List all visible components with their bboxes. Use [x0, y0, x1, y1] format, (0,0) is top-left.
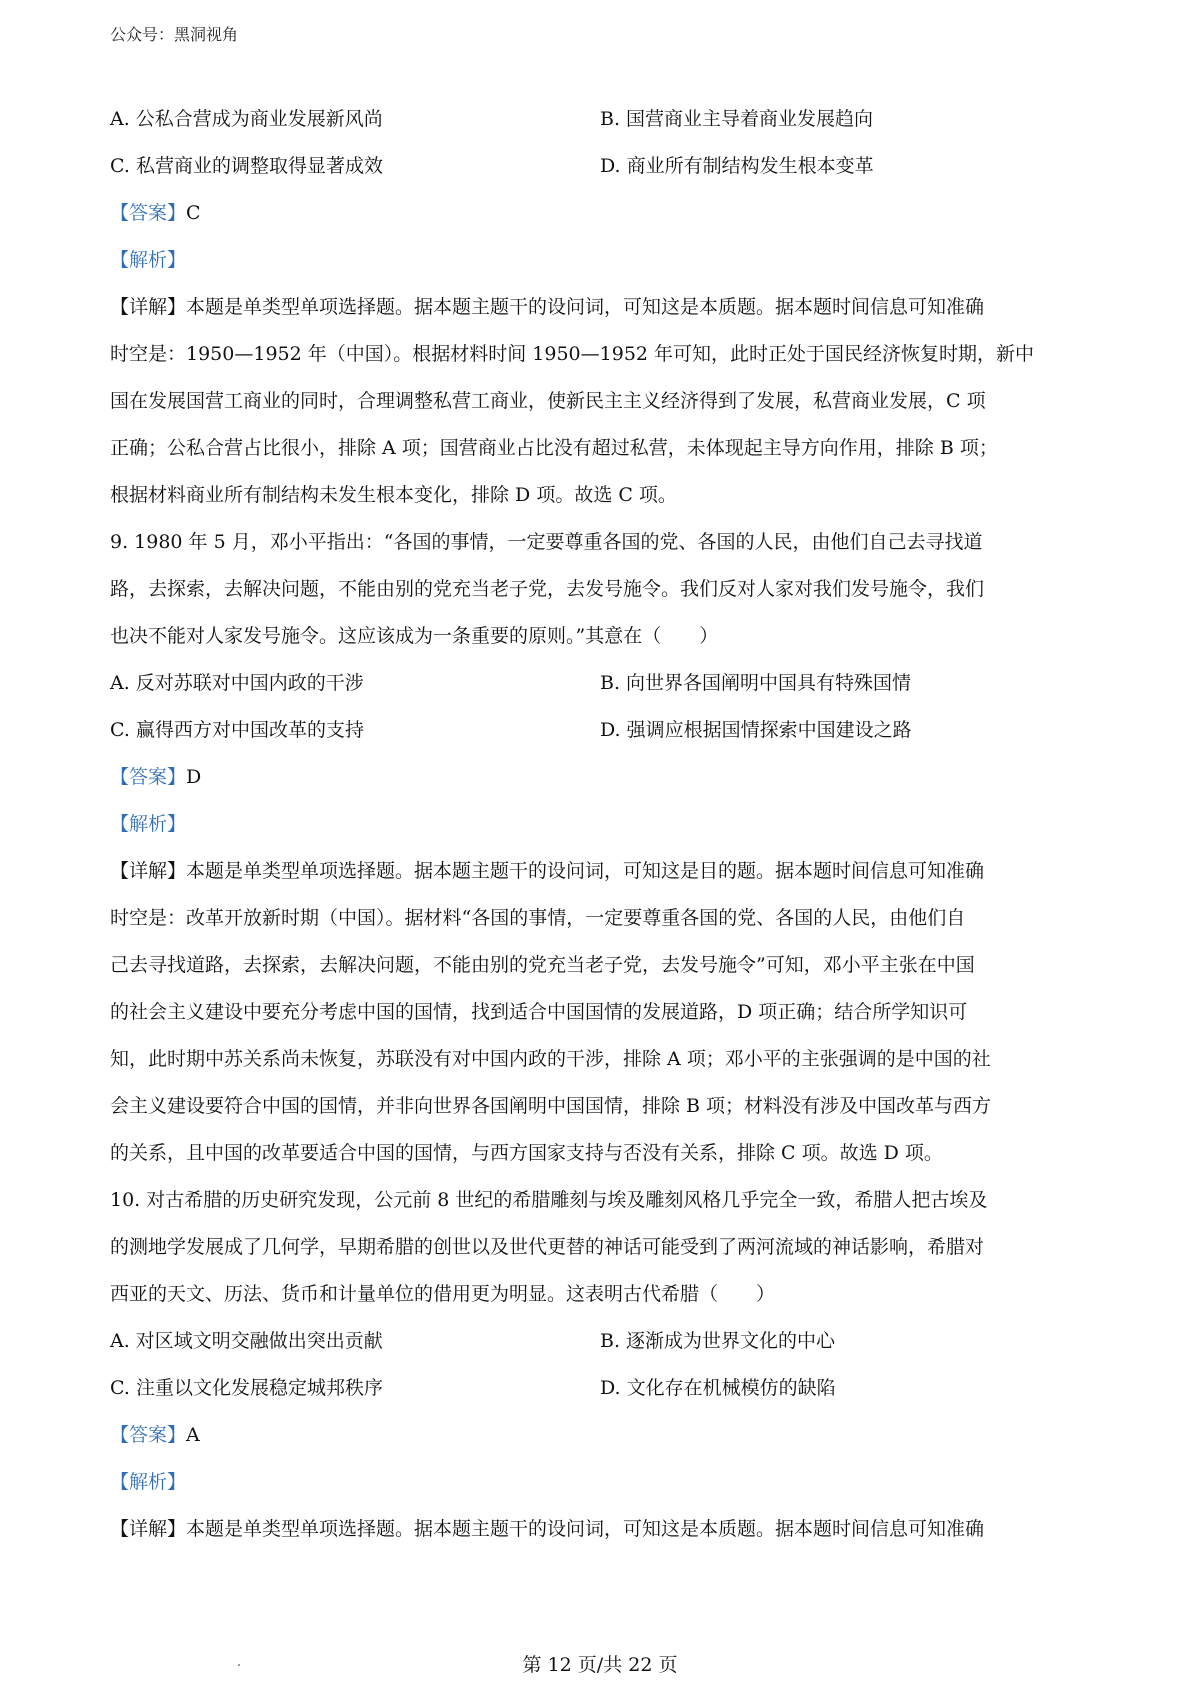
q10-option-a: A. 对区域文明交融做出突出贡献	[110, 1330, 383, 1352]
q8-options-row-2	[110, 143, 1090, 190]
q9-detail-label: 【详解】	[110, 860, 187, 882]
q9-answer-label: 【答案】	[110, 766, 187, 788]
q10-option-b: B. 逐渐成为世界文化的中心	[600, 1330, 836, 1352]
q9-stem-line: 也决不能对人家发号施令。这应该成为一条重要的原则。”其意在（ ）	[110, 625, 719, 647]
page-content	[110, 96, 1090, 1553]
q9-answer-value: D	[186, 766, 202, 788]
q9-options-row-2	[110, 707, 1090, 754]
q9-options-row-1	[110, 660, 1090, 707]
q10-option-c: C. 注重以文化发展稳定城邦秩序	[110, 1377, 383, 1399]
q10-stem-line: 10. 对古希腊的历史研究发现，公元前 8 世纪的希腊雕刻与埃及雕刻风格几乎完全一致，希腊人把古埃及	[110, 1189, 988, 1211]
q9-detail-text: 本题是单类型单项选择题。据本题主题干的设问词，可知这是目的题。据本题时间信息可知准确	[186, 860, 985, 882]
q9-option-b: B. 向世界各国阐明中国具有特殊国情	[600, 672, 912, 694]
q9-option-d: D. 强调应根据国情探索中国建设之路	[600, 719, 912, 741]
q9-detail-line: 会主义建设要符合中国的国情，并非向世界各国阐明中国国情，排除 B 项；材料没有涉及中国改革与西方	[110, 1095, 992, 1117]
q9-detail-line: 的关系，且中国的改革要适合中国的国情，与西方国家支持与否没有关系，排除 C 项。故选 D 项。	[110, 1142, 943, 1164]
page-number: 第 12 页/共 22 页	[522, 1654, 678, 1676]
q9-detail-line: 知，此时期中苏关系尚未恢复，苏联没有对中国内政的干涉，排除 A 项；邓小平的主张强调的是中国的社	[110, 1048, 991, 1070]
q9-option-c: C. 赢得西方对中国改革的支持	[110, 719, 364, 741]
q10-answer	[110, 1412, 1090, 1459]
q9-option-a: A. 反对苏联对中国内政的干涉	[110, 672, 364, 694]
q8-detail-line: 正确；公私合营占比很小，排除 A 项；国营商业占比没有超过私营，未体现起主导方向作用，排除 B 项；	[110, 437, 998, 459]
q8-option-d: D. 商业所有制结构发生根本变革	[600, 155, 874, 177]
q8-option-c: C. 私营商业的调整取得显著成效	[110, 155, 383, 177]
q10-answer-label: 【答案】	[110, 1424, 187, 1446]
q9-detail-line: 时空是：改革开放新时期（中国）。据材料“各国的事情，一定要尊重各国的党、各国的人民，由他们自	[110, 907, 966, 929]
q8-analysis-label: 【解析】	[110, 249, 187, 271]
q8-options-row-1	[110, 96, 1090, 143]
q8-detail-line	[110, 284, 1090, 331]
q10-analysis-label: 【解析】	[110, 1471, 187, 1493]
q9-analysis-label: 【解析】	[110, 813, 187, 835]
q10-options-row-2	[110, 1365, 1090, 1412]
q8-option-b: B. 国营商业主导着商业发展趋向	[600, 108, 874, 130]
q8-option-a: A. 公私合营成为商业发展新风尚	[110, 108, 383, 130]
q10-stem-line: 的测地学发展成了几何学，早期希腊的创世以及世代更替的神话可能受到了两河流域的神话影响，希腊对	[110, 1236, 985, 1258]
q10-options-row-1	[110, 1318, 1090, 1365]
q8-answer-value: C	[186, 202, 201, 224]
q8-detail-line: 时空是：1950—1952 年（中国）。根据材料时间 1950—1952 年可知，此时正处于国民经济恢复时期，新中	[110, 343, 1035, 365]
q10-answer-value: A	[186, 1424, 200, 1446]
q8-detail-label: 【详解】	[110, 296, 187, 318]
q10-detail-line	[110, 1506, 1090, 1553]
q9-detail-line	[110, 848, 1090, 895]
q9-answer	[110, 754, 1090, 801]
q8-detail-text: 本题是单类型单项选择题。据本题主题干的设问词，可知这是本质题。据本题时间信息可知准确	[186, 296, 985, 318]
q10-stem-line: 西亚的天文、历法、货币和计量单位的借用更为明显。这表明古代希腊（ ）	[110, 1283, 776, 1305]
q10-detail-text: 本题是单类型单项选择题。据本题主题干的设问词，可知这是本质题。据本题时间信息可知准确	[186, 1518, 985, 1540]
q10-option-d: D. 文化存在机械模仿的缺陷	[600, 1377, 836, 1399]
q8-answer	[110, 190, 1090, 237]
q9-detail-line: 的社会主义建设中要充分考虑中国的国情，找到适合中国国情的发展道路，D 项正确；结合所学知识可	[110, 1001, 968, 1023]
q8-answer-label: 【答案】	[110, 202, 187, 224]
q9-detail-line: 己去寻找道路，去探索，去解决问题，不能由别的党充当老子党，去发号施令”可知，邓小平主张在中国	[110, 954, 975, 976]
q9-stem-line: 路，去探索，去解决问题，不能由别的党充当老子党，去发号施令。我们反对人家对我们发号施令，我们	[110, 578, 985, 600]
q8-detail-line: 国在发展国营工商业的同时，合理调整私营工商业，使新民主主义经济得到了发展，私营商业发展，C 项	[110, 390, 986, 412]
q8-detail-line: 根据材料商业所有制结构未发生根本变化，排除 D 项。故选 C 项。	[110, 484, 677, 506]
q9-stem-line: 9. 1980 年 5 月，邓小平指出：“各国的事情，一定要尊重各国的党、各国的人民，由他们自己去寻找道	[110, 531, 983, 553]
header-source: 公众号：黑洞视角	[110, 25, 239, 44]
q10-detail-label: 【详解】	[110, 1518, 187, 1540]
